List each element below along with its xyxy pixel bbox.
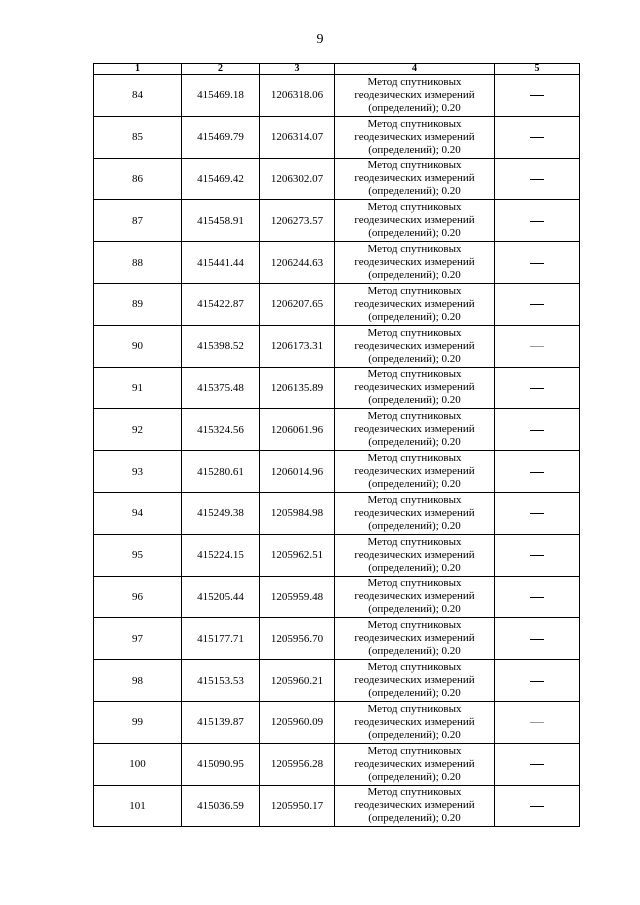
method-line-3: (определений); 0.20 bbox=[368, 687, 461, 700]
description-cell bbox=[495, 618, 580, 660]
description-cell bbox=[495, 701, 580, 743]
table-row bbox=[94, 409, 580, 451]
method-line-2: геодезических измерений bbox=[354, 757, 475, 770]
point-number-cell: 94 bbox=[94, 492, 182, 534]
dash-mark bbox=[530, 263, 544, 264]
description-cell bbox=[495, 451, 580, 493]
method-line-3: (определений); 0.20 bbox=[368, 269, 461, 282]
point-number-cell: 85 bbox=[94, 116, 182, 158]
method-cell bbox=[335, 660, 495, 702]
y-coordinate-cell: 1206207.65 bbox=[260, 283, 335, 325]
description-cell bbox=[495, 660, 580, 702]
method-cell bbox=[335, 743, 495, 785]
method-cell bbox=[335, 242, 495, 284]
point-number-cell: 88 bbox=[94, 242, 182, 284]
method-line-3: (определений); 0.20 bbox=[368, 436, 461, 449]
description-cell bbox=[495, 116, 580, 158]
x-coordinate-cell: 415375.48 bbox=[182, 367, 260, 409]
point-number-cell: 93 bbox=[94, 451, 182, 493]
point-number-cell: 87 bbox=[94, 200, 182, 242]
dash-mark bbox=[530, 346, 544, 347]
method-cell bbox=[335, 785, 495, 827]
x-coordinate-cell: 415205.44 bbox=[182, 576, 260, 618]
description-cell bbox=[495, 242, 580, 284]
y-coordinate-cell: 1206318.06 bbox=[260, 75, 335, 117]
point-number-cell: 89 bbox=[94, 283, 182, 325]
method-line-3: (определений); 0.20 bbox=[368, 478, 461, 491]
y-coordinate-cell: 1206135.89 bbox=[260, 367, 335, 409]
point-number-cell: 98 bbox=[94, 660, 182, 702]
method-line-1: Метод спутниковых bbox=[367, 786, 462, 799]
method-cell bbox=[335, 158, 495, 200]
x-coordinate-cell: 415422.87 bbox=[182, 283, 260, 325]
x-coordinate-cell: 415398.52 bbox=[182, 325, 260, 367]
y-coordinate-cell: 1205960.21 bbox=[260, 660, 335, 702]
method-line-3: (определений); 0.20 bbox=[368, 603, 461, 616]
table-row bbox=[94, 785, 580, 827]
page-number: 9 bbox=[316, 32, 324, 47]
description-cell bbox=[495, 158, 580, 200]
column-header-3: 3 bbox=[260, 64, 335, 75]
point-number-cell: 96 bbox=[94, 576, 182, 618]
method-line-2: геодезических измерений bbox=[354, 506, 475, 519]
method-cell bbox=[335, 116, 495, 158]
method-line-1: Метод спутниковых bbox=[367, 326, 462, 339]
method-line-2: геодезических измерений bbox=[354, 423, 475, 436]
y-coordinate-cell: 1206014.96 bbox=[260, 451, 335, 493]
point-number-cell: 84 bbox=[94, 75, 182, 117]
x-coordinate-cell: 415469.79 bbox=[182, 116, 260, 158]
x-coordinate-cell: 415139.87 bbox=[182, 701, 260, 743]
point-number-cell: 100 bbox=[94, 743, 182, 785]
method-line-1: Метод спутниковых bbox=[367, 368, 462, 381]
table-row bbox=[94, 116, 580, 158]
y-coordinate-cell: 1206173.31 bbox=[260, 325, 335, 367]
y-coordinate-cell: 1205960.09 bbox=[260, 701, 335, 743]
table-row bbox=[94, 283, 580, 325]
x-coordinate-cell: 415249.38 bbox=[182, 492, 260, 534]
method-line-1: Метод спутниковых bbox=[367, 75, 462, 88]
x-coordinate-cell: 415224.15 bbox=[182, 534, 260, 576]
y-coordinate-cell: 1205962.51 bbox=[260, 534, 335, 576]
dash-mark bbox=[530, 472, 544, 473]
table-row bbox=[94, 242, 580, 284]
method-line-1: Метод спутниковых bbox=[367, 744, 462, 757]
y-coordinate-cell: 1206302.07 bbox=[260, 158, 335, 200]
method-line-2: геодезических измерений bbox=[354, 799, 475, 812]
y-coordinate-cell: 1206273.57 bbox=[260, 200, 335, 242]
method-cell bbox=[335, 618, 495, 660]
description-cell bbox=[495, 785, 580, 827]
y-coordinate-cell: 1205956.70 bbox=[260, 618, 335, 660]
y-coordinate-cell: 1206061.96 bbox=[260, 409, 335, 451]
method-line-3: (определений); 0.20 bbox=[368, 770, 461, 783]
description-cell bbox=[495, 325, 580, 367]
method-line-2: геодезических измерений bbox=[354, 465, 475, 478]
method-line-2: геодезических измерений bbox=[354, 297, 475, 310]
method-line-2: геодезических измерений bbox=[354, 548, 475, 561]
dash-mark bbox=[530, 597, 544, 598]
method-line-3: (определений); 0.20 bbox=[368, 352, 461, 365]
table-row bbox=[94, 75, 580, 117]
x-coordinate-cell: 415458.91 bbox=[182, 200, 260, 242]
table-row bbox=[94, 200, 580, 242]
x-coordinate-cell: 415469.18 bbox=[182, 75, 260, 117]
point-number-cell: 86 bbox=[94, 158, 182, 200]
method-cell bbox=[335, 701, 495, 743]
point-number-cell: 90 bbox=[94, 325, 182, 367]
table-body bbox=[94, 75, 580, 827]
table-row bbox=[94, 660, 580, 702]
method-line-1: Метод спутниковых bbox=[367, 243, 462, 256]
method-line-3: (определений); 0.20 bbox=[368, 227, 461, 240]
method-cell bbox=[335, 492, 495, 534]
table-row bbox=[94, 576, 580, 618]
method-line-1: Метод спутниковых bbox=[367, 493, 462, 506]
method-line-1: Метод спутниковых bbox=[367, 577, 462, 590]
point-number-cell: 101 bbox=[94, 785, 182, 827]
method-line-1: Метод спутниковых bbox=[367, 619, 462, 632]
table-row bbox=[94, 743, 580, 785]
dash-mark bbox=[530, 179, 544, 180]
method-line-3: (определений); 0.20 bbox=[368, 143, 461, 156]
method-line-2: геодезических измерений bbox=[354, 88, 475, 101]
method-line-2: геодезических измерений bbox=[354, 632, 475, 645]
y-coordinate-cell: 1205984.98 bbox=[260, 492, 335, 534]
method-line-3: (определений); 0.20 bbox=[368, 728, 461, 741]
point-number-cell: 99 bbox=[94, 701, 182, 743]
table-row bbox=[94, 701, 580, 743]
method-line-1: Метод спутниковых bbox=[367, 410, 462, 423]
method-line-2: геодезических измерений bbox=[354, 172, 475, 185]
dash-mark bbox=[530, 430, 544, 431]
x-coordinate-cell: 415153.53 bbox=[182, 660, 260, 702]
y-coordinate-cell: 1205950.17 bbox=[260, 785, 335, 827]
point-number-cell: 91 bbox=[94, 367, 182, 409]
table-row bbox=[94, 492, 580, 534]
y-coordinate-cell: 1206244.63 bbox=[260, 242, 335, 284]
description-cell bbox=[495, 75, 580, 117]
method-line-3: (определений); 0.20 bbox=[368, 561, 461, 574]
x-coordinate-cell: 415280.61 bbox=[182, 451, 260, 493]
x-coordinate-cell: 415324.56 bbox=[182, 409, 260, 451]
column-header-5: 5 bbox=[495, 64, 580, 75]
dash-mark bbox=[530, 513, 544, 514]
x-coordinate-cell: 415469.42 bbox=[182, 158, 260, 200]
x-coordinate-cell: 415177.71 bbox=[182, 618, 260, 660]
dash-mark bbox=[530, 639, 544, 640]
description-cell bbox=[495, 576, 580, 618]
y-coordinate-cell: 1206314.07 bbox=[260, 116, 335, 158]
method-cell bbox=[335, 200, 495, 242]
dash-mark bbox=[530, 137, 544, 138]
dash-mark bbox=[530, 304, 544, 305]
method-line-2: геодезических измерений bbox=[354, 674, 475, 687]
table-row bbox=[94, 451, 580, 493]
x-coordinate-cell: 415441.44 bbox=[182, 242, 260, 284]
table-row bbox=[94, 158, 580, 200]
method-line-1: Метод спутниковых bbox=[367, 159, 462, 172]
dash-mark bbox=[530, 388, 544, 389]
method-cell bbox=[335, 325, 495, 367]
description-cell bbox=[495, 200, 580, 242]
table-row bbox=[94, 325, 580, 367]
description-cell bbox=[495, 743, 580, 785]
dash-mark bbox=[530, 555, 544, 556]
method-line-3: (определений); 0.20 bbox=[368, 394, 461, 407]
y-coordinate-cell: 1205956.28 bbox=[260, 743, 335, 785]
method-cell bbox=[335, 283, 495, 325]
x-coordinate-cell: 415036.59 bbox=[182, 785, 260, 827]
dash-mark bbox=[530, 764, 544, 765]
method-line-2: геодезических измерений bbox=[354, 256, 475, 269]
method-line-3: (определений); 0.20 bbox=[368, 812, 461, 825]
method-line-2: геодезических измерений bbox=[354, 381, 475, 394]
method-cell bbox=[335, 409, 495, 451]
description-cell bbox=[495, 492, 580, 534]
method-cell bbox=[335, 451, 495, 493]
method-line-1: Метод спутниковых bbox=[367, 702, 462, 715]
method-line-1: Метод спутниковых bbox=[367, 452, 462, 465]
description-cell bbox=[495, 534, 580, 576]
method-line-2: геодезических измерений bbox=[354, 339, 475, 352]
method-cell bbox=[335, 534, 495, 576]
method-line-1: Метод спутниковых bbox=[367, 201, 462, 214]
table-header-row bbox=[94, 64, 580, 75]
method-line-2: геодезических измерений bbox=[354, 715, 475, 728]
column-header-2: 2 bbox=[182, 64, 260, 75]
method-line-1: Метод спутниковых bbox=[367, 535, 462, 548]
dash-mark bbox=[530, 95, 544, 96]
x-coordinate-cell: 415090.95 bbox=[182, 743, 260, 785]
dash-mark bbox=[530, 221, 544, 222]
table-row bbox=[94, 367, 580, 409]
method-cell bbox=[335, 367, 495, 409]
description-cell bbox=[495, 283, 580, 325]
y-coordinate-cell: 1205959.48 bbox=[260, 576, 335, 618]
dash-mark bbox=[530, 806, 544, 807]
method-line-2: геодезических измерений bbox=[354, 130, 475, 143]
method-cell bbox=[335, 75, 495, 117]
method-line-1: Метод спутниковых bbox=[367, 117, 462, 130]
dash-mark bbox=[530, 722, 544, 723]
method-line-1: Метод спутниковых bbox=[367, 661, 462, 674]
column-header-4: 4 bbox=[335, 64, 495, 75]
column-header-1: 1 bbox=[94, 64, 182, 75]
method-line-2: геодезических измерений bbox=[354, 590, 475, 603]
method-line-3: (определений); 0.20 bbox=[368, 519, 461, 532]
method-line-1: Метод спутниковых bbox=[367, 284, 462, 297]
table-row bbox=[94, 618, 580, 660]
description-cell bbox=[495, 367, 580, 409]
point-number-cell: 95 bbox=[94, 534, 182, 576]
description-cell bbox=[495, 409, 580, 451]
method-cell bbox=[335, 576, 495, 618]
method-line-3: (определений); 0.20 bbox=[368, 310, 461, 323]
coordinates-table bbox=[93, 63, 580, 827]
method-line-3: (определений); 0.20 bbox=[368, 645, 461, 658]
method-line-3: (определений); 0.20 bbox=[368, 101, 461, 114]
point-number-cell: 92 bbox=[94, 409, 182, 451]
method-line-2: геодезических измерений bbox=[354, 214, 475, 227]
dash-mark bbox=[530, 681, 544, 682]
table-row bbox=[94, 534, 580, 576]
point-number-cell: 97 bbox=[94, 618, 182, 660]
method-line-3: (определений); 0.20 bbox=[368, 185, 461, 198]
